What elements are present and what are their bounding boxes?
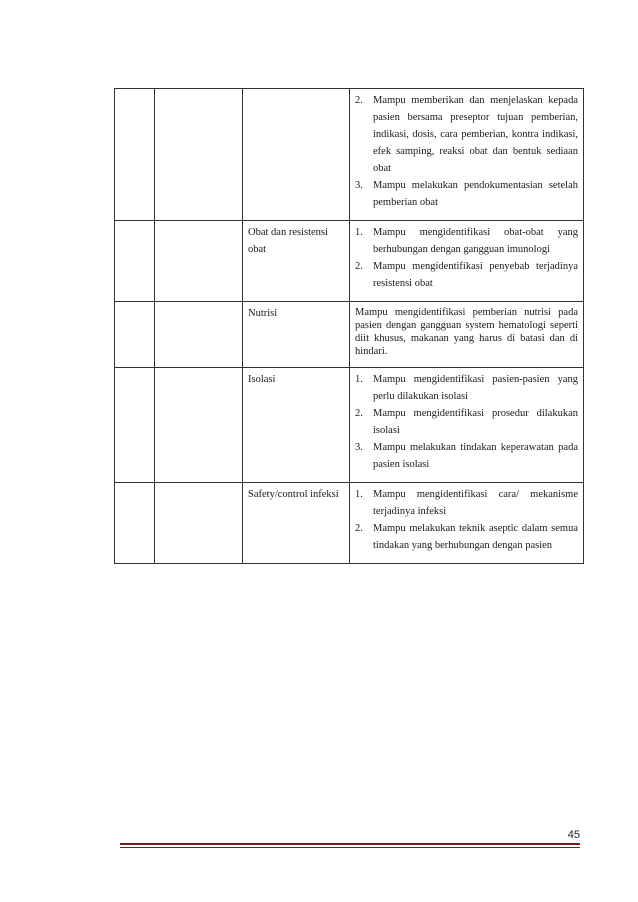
table-row (115, 221, 584, 302)
empty-cell (155, 89, 243, 221)
topic-cell: Safety/control infeksi (243, 483, 350, 564)
list-item (355, 486, 578, 520)
empty-cell (115, 483, 155, 564)
list-item (355, 371, 578, 405)
empty-cell (115, 89, 155, 221)
item-text: Mampu melakukan tindakan keperawatan pada pasien isolasi (373, 442, 578, 470)
footer-rule (120, 843, 580, 845)
empty-cell (155, 302, 243, 368)
item-number: 2. (355, 523, 363, 534)
competency-list (355, 92, 578, 211)
item-text: Mampu mengidentifikasi cara/ mekanisme terjadinya infeksi (373, 489, 578, 517)
list-item (355, 177, 578, 211)
list-item (355, 258, 578, 292)
competency-cell (350, 368, 584, 483)
page-number: 45 (567, 829, 580, 841)
table-row (115, 483, 584, 564)
item-text: Mampu mengidentifikasi pasien-pasien yang perlu dilakukan isolasi (373, 374, 578, 402)
table-row (115, 302, 584, 368)
empty-cell (115, 221, 155, 302)
topic-cell (243, 89, 350, 221)
competency-cell (350, 483, 584, 564)
item-number: 1. (355, 227, 363, 238)
item-number: 3. (355, 180, 363, 191)
table-row (115, 89, 584, 221)
competency-list (355, 371, 578, 473)
item-text: Mampu melakukan pendokumentasian setelah pemberian obat (373, 180, 578, 208)
competency-cell (350, 302, 584, 368)
topic-cell: Nutrisi (243, 302, 350, 368)
item-text: Mampu memberikan dan menjelaskan kepada pasien bersama preseptor tujuan pemberian, indikasi, dosis, cara pemberian, kontra indikasi, efek samping, reaksi obat dan bentuk sediaan obat (373, 95, 578, 174)
list-item (355, 92, 578, 177)
topic-cell: Obat dan resistensi obat (243, 221, 350, 302)
empty-cell (155, 368, 243, 483)
item-number: 1. (355, 374, 363, 385)
item-text: Mampu mengidentifikasi penyebab terjadinya resistensi obat (373, 261, 578, 289)
empty-cell (115, 368, 155, 483)
list-item (355, 439, 578, 473)
competency-list (355, 224, 578, 292)
item-text: Mampu mengidentifikasi obat-obat yang berhubungan dengan gangguan imunologi (373, 227, 578, 255)
topic-cell: Isolasi (243, 368, 350, 483)
competency-cell (350, 89, 584, 221)
empty-cell (155, 221, 243, 302)
competency-cell (350, 221, 584, 302)
empty-cell (115, 302, 155, 368)
item-number: 2. (355, 408, 363, 419)
competency-table (114, 88, 584, 564)
item-number: 2. (355, 261, 363, 272)
table-row (115, 368, 584, 483)
item-number: 1. (355, 489, 363, 500)
competency-list (355, 486, 578, 554)
item-text: Mampu mengidentifikasi prosedur dilakukan isolasi (373, 408, 578, 436)
item-number: 2. (355, 95, 363, 106)
empty-cell (155, 483, 243, 564)
item-text: Mampu melakukan teknik aseptic dalam semua tindakan yang berhubungan dengan pasien (373, 523, 578, 551)
list-item (355, 520, 578, 554)
footer-rule-thin (120, 847, 580, 848)
list-item (355, 224, 578, 258)
list-item (355, 405, 578, 439)
item-number: 3. (355, 442, 363, 453)
competency-paragraph: Mampu mengidentifikasi pemberian nutrisi pada pasien dengan gangguan system hematologi seperti diit khusus, makanan yang harus di batasi dan di hindari. (355, 307, 578, 357)
